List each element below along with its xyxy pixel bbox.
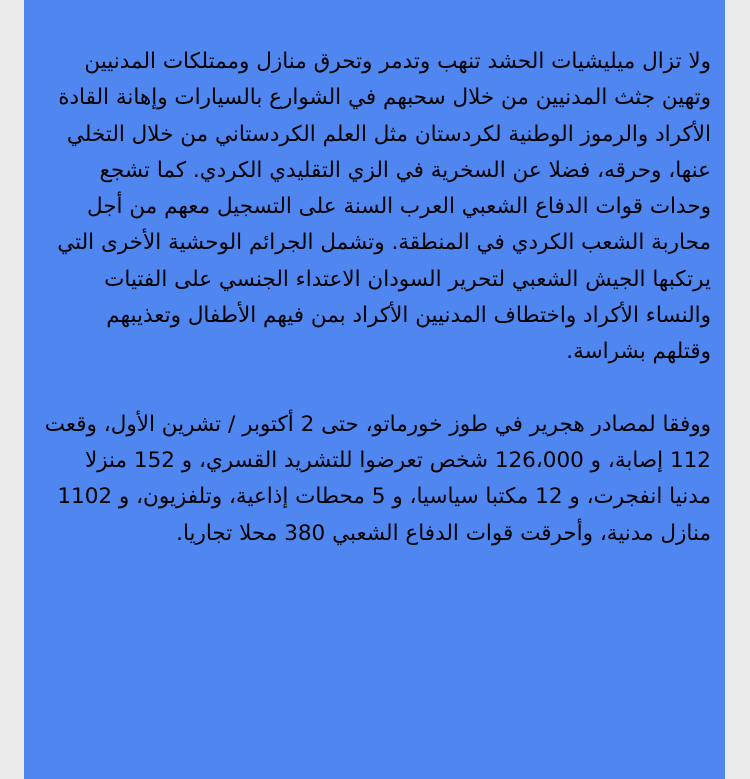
paragraph-spacer <box>42 371 711 407</box>
text-panel <box>24 0 725 779</box>
paragraph-militia-crimes: ولا تزال ميليشيات الحشد تنهب وتدمر وتحرق منازل وممتلكات المدنيين وتهين جثث المدنيين من خلال سحبهم في الشوارع بالسيارات وإهانة القادة الأكراد والرموز الوطنية لكردستان مثل العلم الكردستاني من خلال التخلي عنها، وحرقه، فضلا عن السخرية في الزي التقليدي الكردي. كما تشجع وحدات قوات الدفاع الشعبي العرب السنة على التسجيل معهم من أجل محاربة الشعب الكردي في المنطقة. وتشمل الجرائم الوحشية الأخرى التي يرتكبها الجيش الشعبي لتحرير السودان الاعتداء الجنسي على الفتيات والنساء الأكراد واختطاف المدنيين الأكراد بمن فيهم الأطفال وتعذيبهم وقتلهم بشراسة. <box>57 49 711 365</box>
paragraph-casualty-statistics: ووفقا لمصادر هجرير في طوز خورماتو، حتى 2 أكتوبر / تشرين الأول، وقعت 112 إصابة، و 126،000 شخص تعرضوا للتشريد القسري، و 152 منزلا مدنيا انفجرت، و 12 مكتبا سياسيا، و 5 محطات إذاعية، وتلفزيون، و 1102 منازل مدنية، وأحرقت قوات الدفاع الشعبي 380 محلا تجاريا. <box>44 411 711 546</box>
